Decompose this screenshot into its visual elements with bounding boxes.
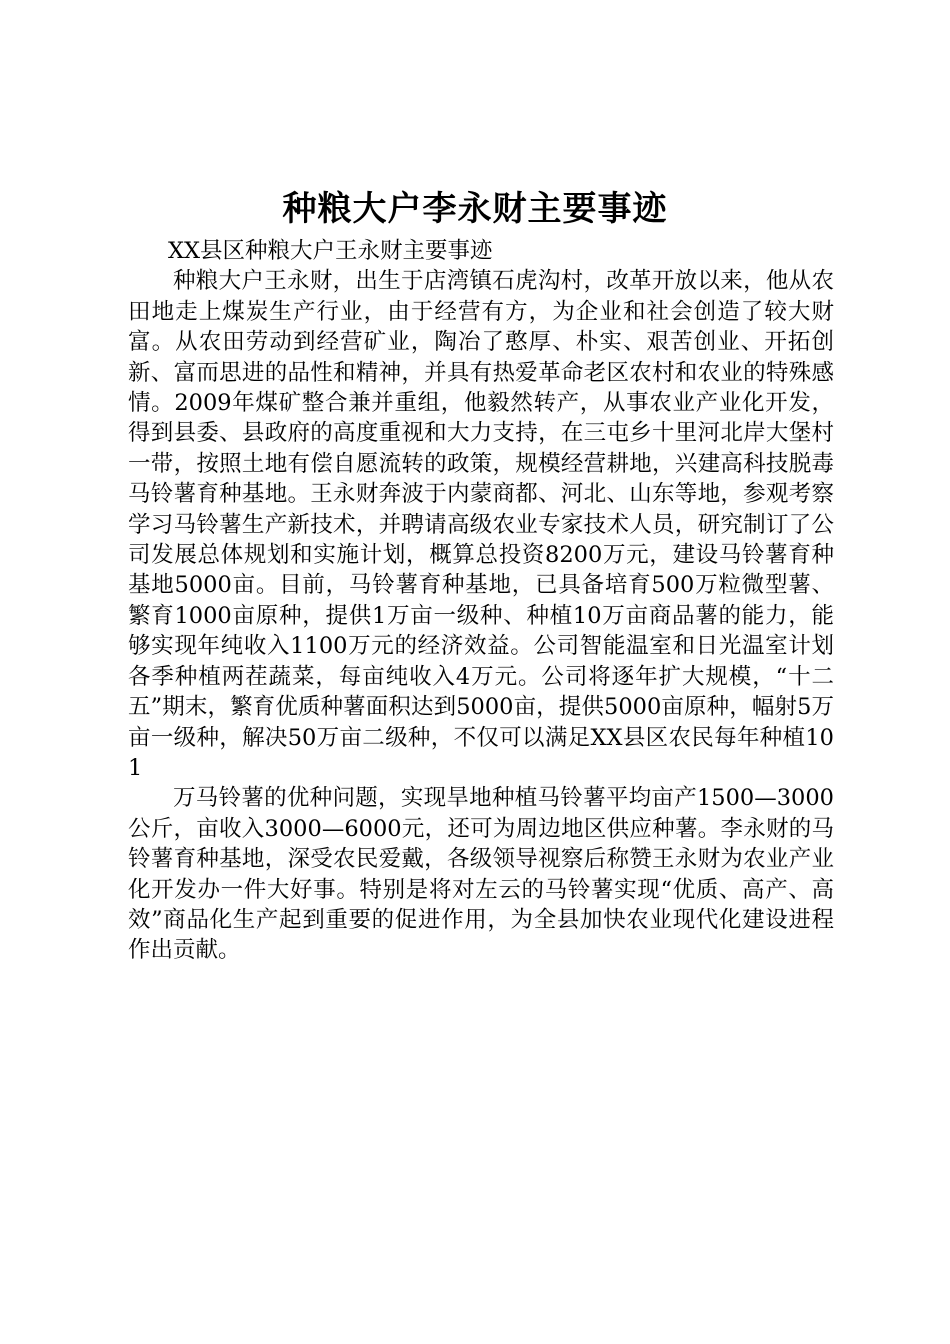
document-body xyxy=(128,236,834,966)
document-title: 种粮大户李永财主要事迹 xyxy=(282,189,668,229)
document-subtitle: XX县区种粮大户王永财主要事迹 xyxy=(168,238,493,264)
paragraph-1: 种粮大户王永财，出生于店湾镇石虎沟村，改革开放以来，他从农田地走上煤炭生产行业，由于经营有方，为企业和社会创造了较大财富。从农田劳动到经营矿业，陶冶了憨厚、朴实、艰苦创业、开拓创新、富而思进的品性和精神，并具有热爱革命老区农村和农业的特殊感情。2009年煤矿整合兼并重组，他毅然转产，从事农业产业化开发，得到县委、县政府的高度重视和大力支持，在三屯乡十里河北岸大堡村一带，按照土地有偿自愿流转的政策，规模经营耕地，兴建高科技脱毒马铃薯育种基地。王永财奔波于内蒙商都、河北、山东等地，参观考察学习马铃薯生产新技术，并聘请高级农业专家技术人员，研究制订了公司发展总体规划和实施计划，概算总投资8200万元，建设马铃薯育种基地5000亩。目前，马铃薯育种基地，已具备培育500万粒微型薯、繁育1000亩原种，提供1万亩一级种、种植10万亩商品薯的能力，能够实现年纯收入1100万元的经济效益。公司智能温室和日光温室计划各季种植两茬蔬菜，每亩纯收入4万元。公司将逐年扩大规模，“十二五”期末，繁育优质种薯面积达到5000亩，提供5000亩原种，幅射5万亩一级种，解决50万亩二级种，不仅可以满足XX县区农民每年种植101 xyxy=(128,268,834,781)
paragraph-2: 万马铃薯的优种问题，实现旱地种植马铃薯平均亩产1500—3000公斤，亩收入3000—6000元，还可为周边地区供应种薯。李永财的马铃薯育种基地，深受农民爱戴，各级领导视察后称赞王永财为农业产业化开发办一件大好事。特别是将对左云的马铃薯实现“优质、高产、高效”商品化生产起到重要的促进作用，为全县加快农业现代化建设进程作出贡献。 xyxy=(128,785,834,964)
